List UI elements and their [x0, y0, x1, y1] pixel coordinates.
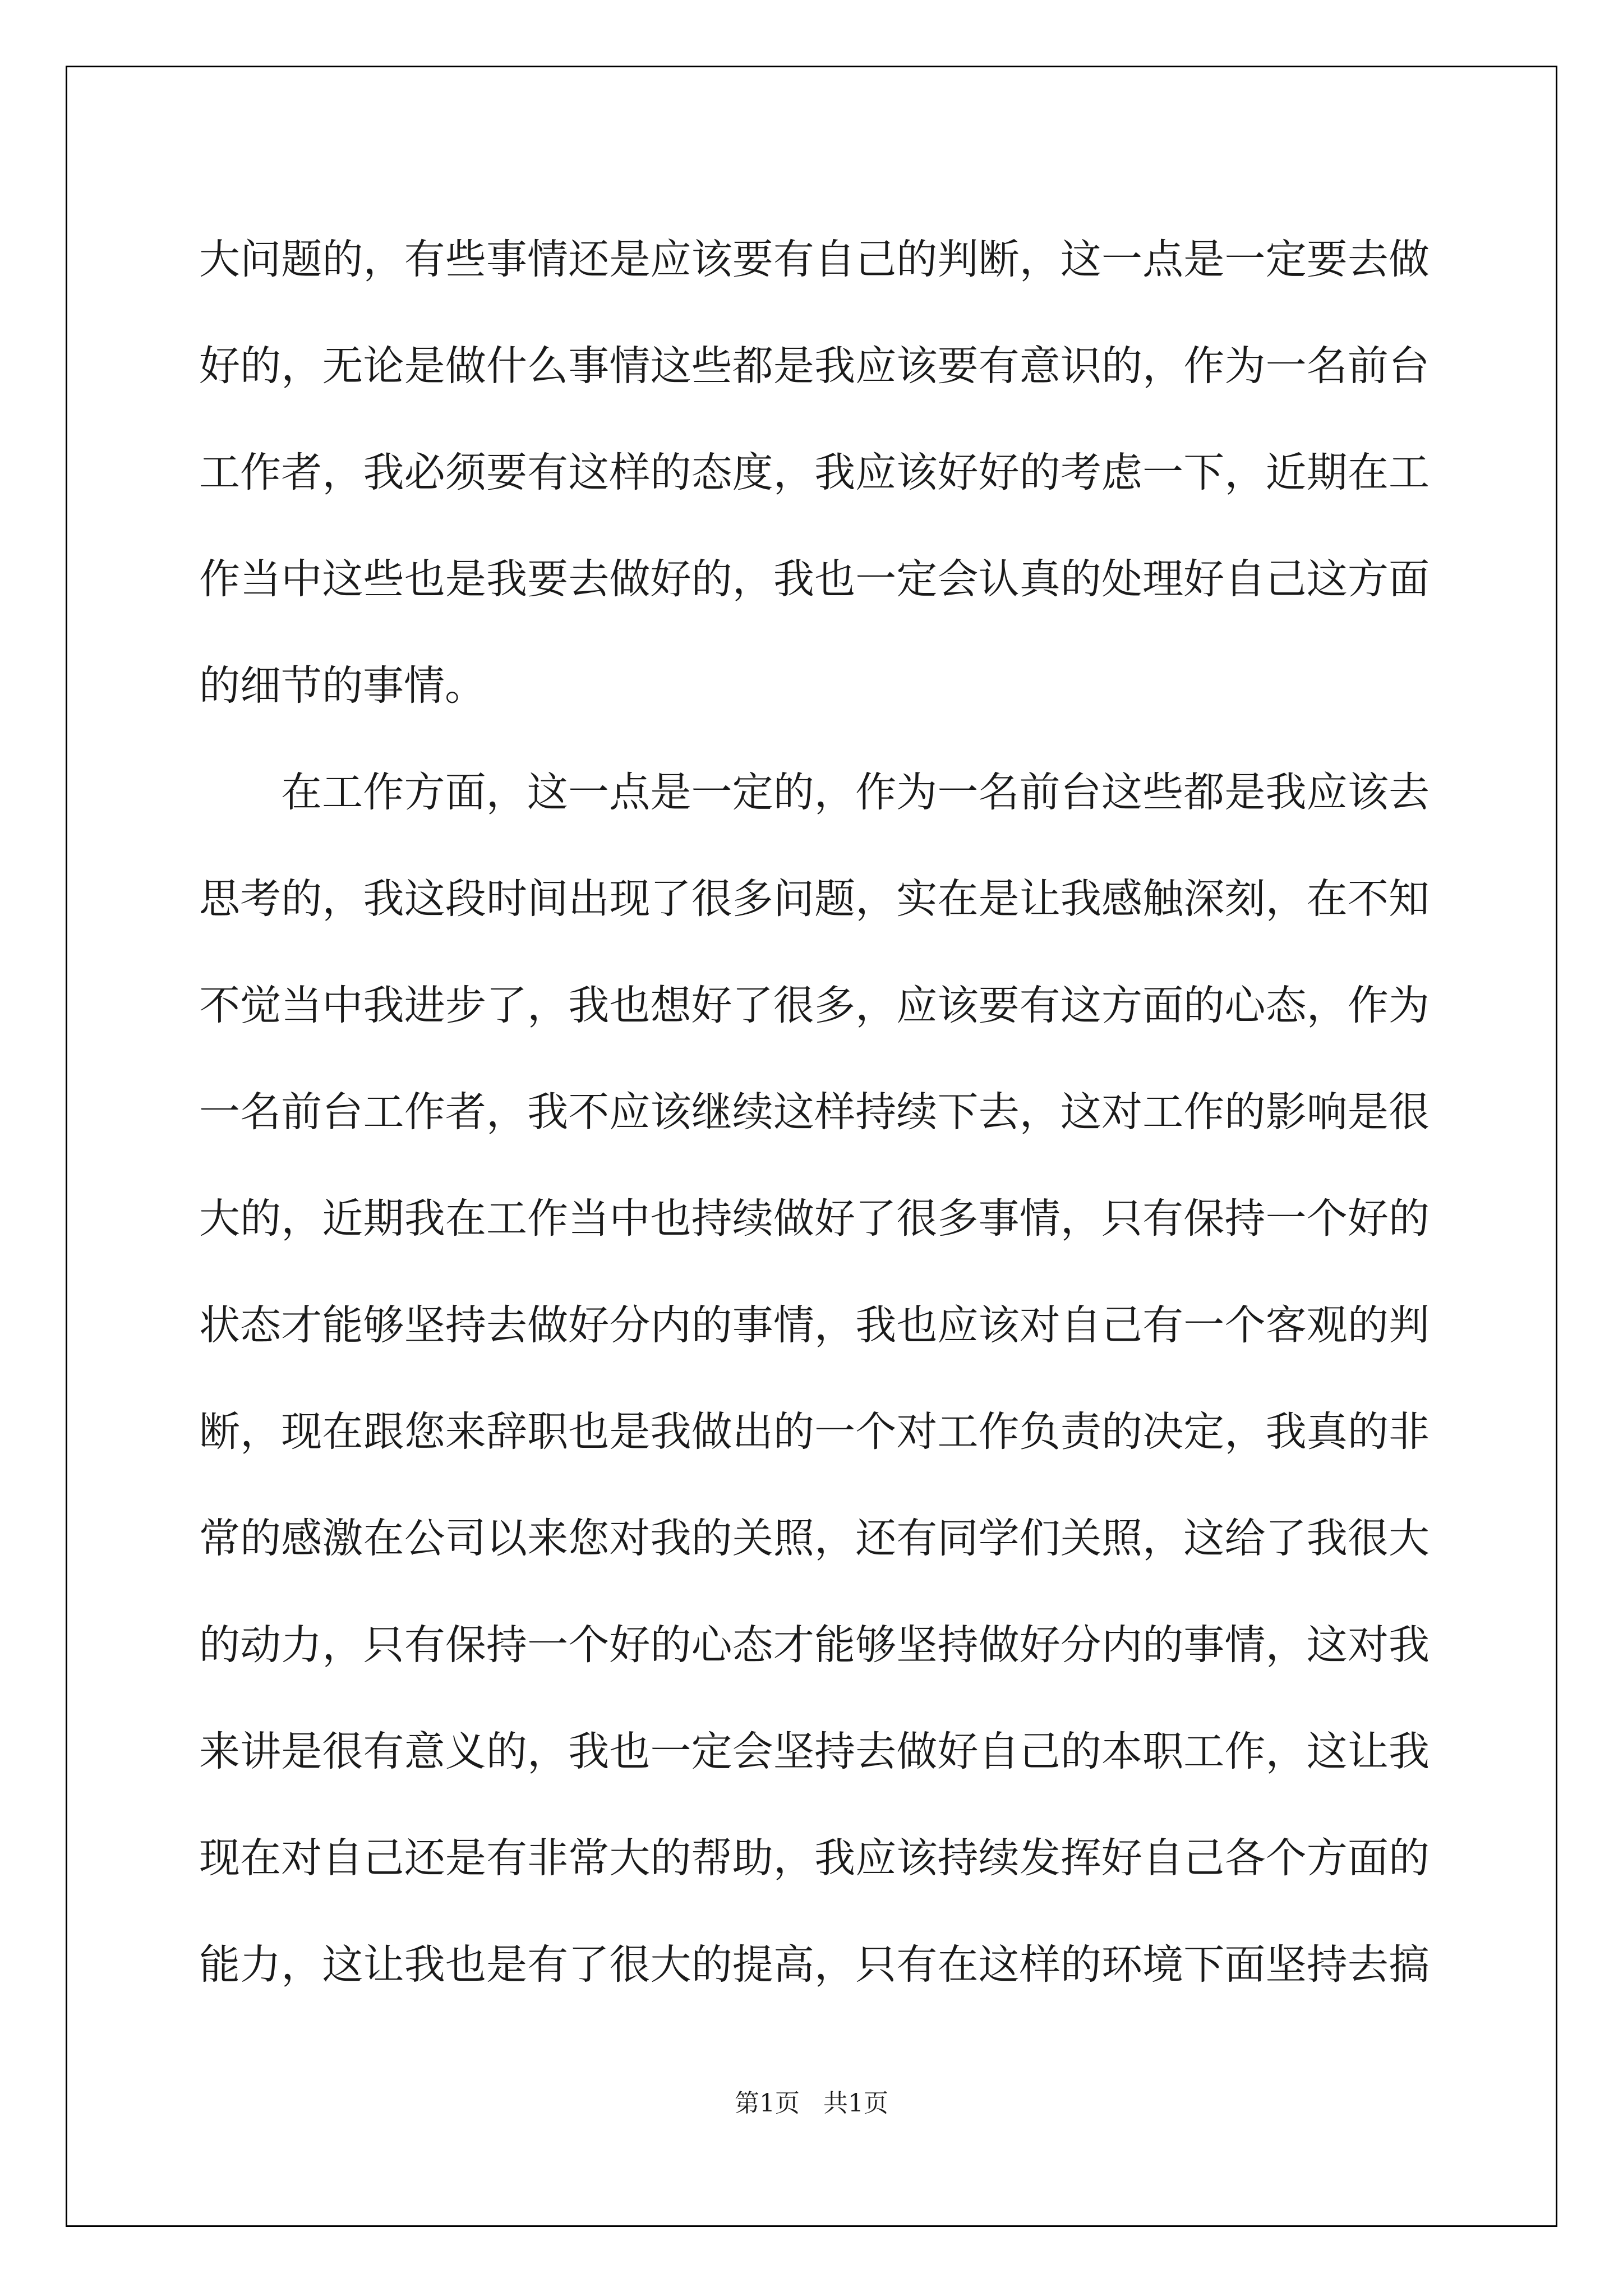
- footer-separator: [800, 2089, 823, 2118]
- text-line: 常的感激在公司以来您对我的关照，还有同学们关照，这给了我很大: [199, 1515, 1430, 1562]
- text-line: 大的，近期我在工作当中也持续做好了很多事情，只有保持一个好的: [199, 1195, 1430, 1243]
- text-line: 来讲是很有意义的，我也一定会坚持去做好自己的本职工作，这让我: [199, 1728, 1430, 1775]
- text-line: 能力，这让我也是有了很大的提高，只有在这样的环境下面坚持去搞: [199, 1941, 1430, 1989]
- text-line: 不觉当中我进步了，我也想好了很多，应该要有这方面的心态，作为: [199, 982, 1430, 1029]
- text-line: 思考的，我这段时间出现了很多问题，实在是让我感触深刻，在不知: [199, 875, 1430, 923]
- text-line: 作当中这些也是我要去做好的，我也一定会认真的处理好自己这方面: [199, 555, 1430, 603]
- document-body: [199, 206, 1430, 2018]
- text-line-paragraph-start: 在工作方面，这一点是一定的，作为一名前台这些都是我应该去: [281, 769, 1430, 816]
- page-total: 共1页: [823, 2089, 888, 2118]
- page-footer: [0, 2087, 1623, 2120]
- text-line: 断，现在跟您来辞职也是我做出的一个对工作负责的决定，我真的非: [199, 1408, 1430, 1456]
- text-line: 一名前台工作者，我不应该继续这样持续下去，这对工作的影响是很: [199, 1088, 1430, 1136]
- text-line: 好的，无论是做什么事情这些都是我应该要有意识的，作为一名前台: [199, 342, 1430, 390]
- text-line: 的动力，只有保持一个好的心态才能够坚持做好分内的事情，这对我: [199, 1621, 1430, 1669]
- text-line: 的细节的事情。: [199, 662, 486, 710]
- page-number: 第1页: [735, 2089, 800, 2118]
- text-line: 状态才能够坚持去做好分内的事情，我也应该对自己有一个客观的判: [199, 1301, 1430, 1349]
- text-line: 现在对自己还是有非常大的帮助，我应该持续发挥好自己各个方面的: [199, 1834, 1430, 1882]
- text-line: 大问题的，有些事情还是应该要有自己的判断，这一点是一定要去做: [199, 236, 1430, 283]
- text-line: 工作者，我必须要有这样的态度，我应该好好的考虑一下，近期在工: [199, 449, 1430, 496]
